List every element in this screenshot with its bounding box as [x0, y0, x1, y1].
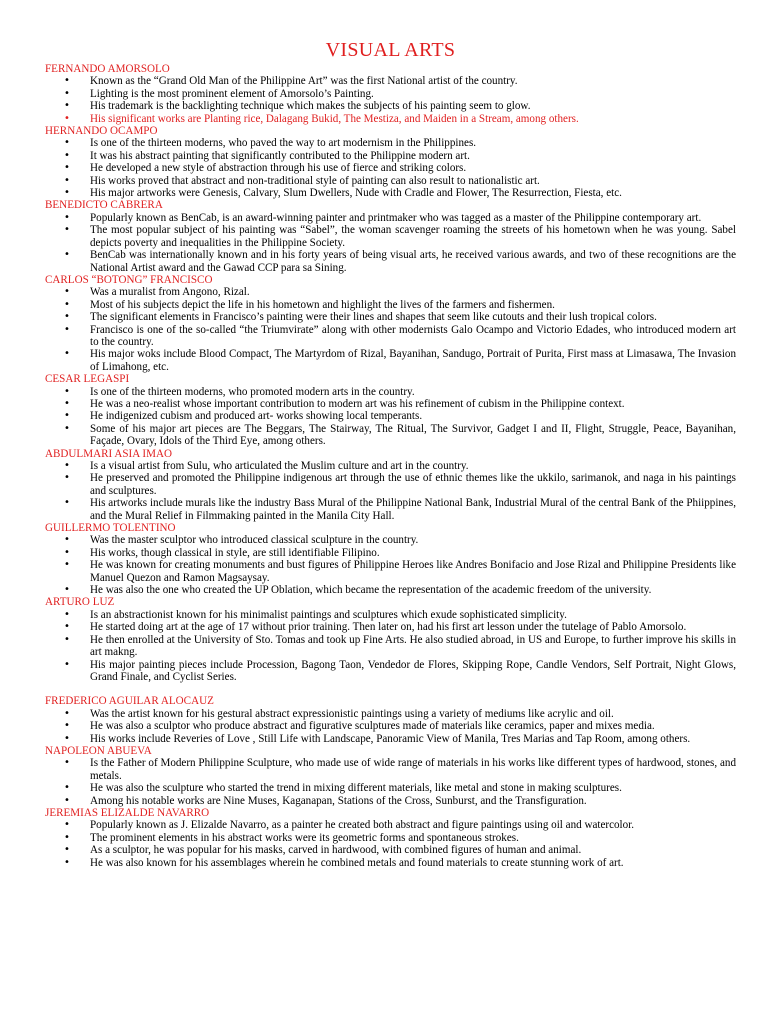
list-item: • Most of his subjects depict the life in his hometown and highlight the lives of the farmers and fishermen.	[45, 299, 736, 311]
artist-facts-list	[45, 819, 736, 869]
artist-heading: JEREMIAS ELIZALDE NAVARRO	[45, 806, 210, 819]
list-item: • His artworks include murals like the industry Bass Mural of the Philippine National Bank, Industrial Mural of the central Bank of the Phiippines, and the Mural Relief in Filmmaking painted in the Manila City Hall.	[45, 497, 736, 522]
section-gap	[45, 683, 736, 695]
artist-heading: FERNANDO AMORSOLO	[45, 63, 170, 75]
list-item: • He was also the sculpture who started the trend in mixing different materials, like metal and stone in making sculptures.	[45, 782, 736, 794]
artist-facts-list	[45, 534, 736, 596]
artist-heading: ABDULMARI ASIA IMAO	[45, 447, 172, 460]
list-item: • His works include Reveries of Love , Still Life with Landscape, Panoramic View of Manila, Tres Marias and Tap Room, among others.	[45, 733, 736, 745]
list-item: • He was also a sculptor who produce abstract and figurative sculptures made of materials like ceramics, paper and mixes media.	[45, 720, 736, 732]
list-item: • Is the Father of Modern Philippine Sculpture, who made use of wide range of materials in his works like different types of hardwood, stones, and metals.	[45, 757, 736, 782]
list-item: • He was a neo-realist whose important contribution to modern art was his refinement of cubism in the Philippine context.	[45, 398, 736, 410]
list-item: • His trademark is the backlighting technique which makes the subjects of his painting seem to glow.	[45, 100, 736, 112]
page-title: VISUAL ARTS	[325, 39, 456, 61]
list-item: • Was the master sculptor who introduced classical sculpture in the country.	[45, 534, 736, 546]
list-item: • As a sculptor, he was popular for his masks, carved in hardwood, with combined figures of human and animal.	[45, 844, 736, 856]
list-item: • Known as the “Grand Old Man of the Philippine Art” was the first National artist of the country.	[45, 75, 736, 87]
artist-facts-list	[45, 609, 736, 683]
artist-heading: CARLOS “BOTONG” FRANCISCO	[45, 273, 213, 286]
artist-facts-list	[45, 212, 736, 274]
list-item: • Was a muralist from Angono, Rizal.	[45, 286, 736, 298]
list-item: • Among his notable works are Nine Muses, Kaganapan, Stations of the Cross, Sunburst, and the Transfiguration.	[45, 795, 736, 807]
list-item: • He preserved and promoted the Philippine indigenous art through the use of ethnic themes like the ukkilo, sarimanok, and naga in his paintings and sculptures.	[45, 472, 736, 497]
list-item: • Popularly known as J. Elizalde Navarro, as a painter he created both abstract and figure paintings using oil and watercolor.	[45, 819, 736, 831]
list-item: • Lighting is the most prominent element of Amorsolo’s Painting.	[45, 88, 736, 100]
list-item: • The most popular subject of his painting was “Sabel”, the woman scavenger roaming the streets of his hometown when he was young. Sabel depicts poverty and inequalities in the Philippine Society.	[45, 224, 736, 249]
artist-facts-list	[45, 286, 736, 373]
list-item: • Is one of the thirteen moderns, who paved the way to art modernism in the Philippines.	[45, 137, 736, 149]
list-item: • His major artworks were Genesis, Calvary, Slum Dwellers, Nude with Cradle and Flower, The Resurrection, Fiesta, etc.	[45, 187, 736, 199]
list-item: • Is one of the thirteen moderns, who promoted modern arts in the country.	[45, 386, 736, 398]
artist-heading: HERNANDO OCAMPO	[45, 125, 158, 138]
artist-heading: CESAR LEGASPI	[45, 373, 130, 386]
list-item: • His works proved that abstract and non-traditional style of painting can also result to nationalistic art.	[45, 175, 736, 187]
artist-facts-list	[45, 386, 736, 448]
list-item: • His significant works are Planting rice, Dalagang Bukid, The Mestiza, and Maiden in a Stream, among others.	[45, 113, 736, 125]
list-item: • BenCab was internationally known and in his forty years of being visual arts, he received various awards, and two of these recognitions are the National Artist award and the Gawad CCP para sa Sining.	[45, 249, 736, 274]
list-item: • The significant elements in Francisco’s painting were their lines and shapes that seem like cutouts and their lush tropical colors.	[45, 311, 736, 323]
artist-facts-list	[45, 460, 736, 522]
artist-heading: ARTURO LUZ	[45, 596, 115, 609]
list-item: • He was known for creating monuments and bust figures of Philippine Heroes like Andres Bonifacio and Jose Rizal and Philippine Presidents like Manuel Quezon and Ramon Magsaysay.	[45, 559, 736, 584]
list-item: • Some of his major art pieces are The Beggars, The Stairway, The Ritual, The Survivor, Gadget I and II, Flight, Struggle, Peace, Bayanihan, Façade, Ovary, Idols of the Third Eye, among others.	[45, 423, 736, 448]
list-item: • Was the artist known for his gestural abstract expressionistic paintings using a variety of mediums like acrylic and oil.	[45, 708, 736, 720]
list-item: • He started doing art at the age of 17 without prior training. Then later on, had his first art lesson under the tutelage of Pablo Amorsolo.	[45, 621, 736, 633]
list-item: • Is a visual artist from Sulu, who articulated the Muslim culture and art in the country.	[45, 460, 736, 472]
list-item: • He was also known for his assemblages wherein he combined metals and found materials to create stunning work of art.	[45, 857, 736, 869]
artist-heading: BENEDICTO CABRERA	[45, 199, 163, 212]
list-item: • Is an abstractionist known for his minimalist paintings and sculptures which exude sophisticated simplicity.	[45, 609, 736, 621]
list-item: • Popularly known as BenCab, is an award-winning painter and printmaker who was tagged as a master of the Philippine contemporary art.	[45, 212, 736, 224]
artist-heading: GUILLERMO TOLENTINO	[45, 522, 176, 535]
artist-facts-list	[45, 757, 736, 807]
list-item: • His major painting pieces include Procession, Bagong Taon, Vendedor de Flores, Skipping Rope, Candle Vendors, Self Portrait, Night Glows, Grand Finale, and Cyclist Series.	[45, 659, 736, 684]
artist-heading: FREDERICO AGUILAR ALOCAUZ	[45, 695, 214, 708]
artist-facts-list	[45, 137, 736, 199]
list-item: • He developed a new style of abstraction through his use of fierce and striking colors.	[45, 162, 736, 174]
list-item: • It was his abstract painting that significantly contributed to the Philippine modern art.	[45, 150, 736, 162]
list-item: • He then enrolled at the University of Sto. Tomas and took up Fine Arts. He also studied abroad, in US and Europe, to further improve his skills in art makng.	[45, 634, 736, 659]
list-item: • Francisco is one of the so-called “the Triumvirate” along with other modernists Galo Ocampo and Victorio Edades, who introduced modern art to the country.	[45, 324, 736, 349]
list-item: • The prominent elements in his abstract works were its geometric forms and spontaneous strokes.	[45, 832, 736, 844]
list-item: • His major woks include Blood Compact, The Martyrdom of Rizal, Bayanihan, Sandugo, Portrait of Purita, First mass at Limasawa, The Invasion of Limahong, etc.	[45, 348, 736, 373]
list-item: • His works, though classical in style, are still identifiable Filipino.	[45, 547, 736, 559]
artist-heading: NAPOLEON ABUEVA	[45, 744, 152, 757]
artist-facts-list	[45, 708, 736, 745]
list-item: • He was also the one who created the UP Oblation, which became the representation of the academic freedom of the university.	[45, 584, 736, 596]
list-item: • He indigenized cubism and produced art- works showing local temperants.	[45, 410, 736, 422]
artist-facts-list	[45, 75, 736, 125]
